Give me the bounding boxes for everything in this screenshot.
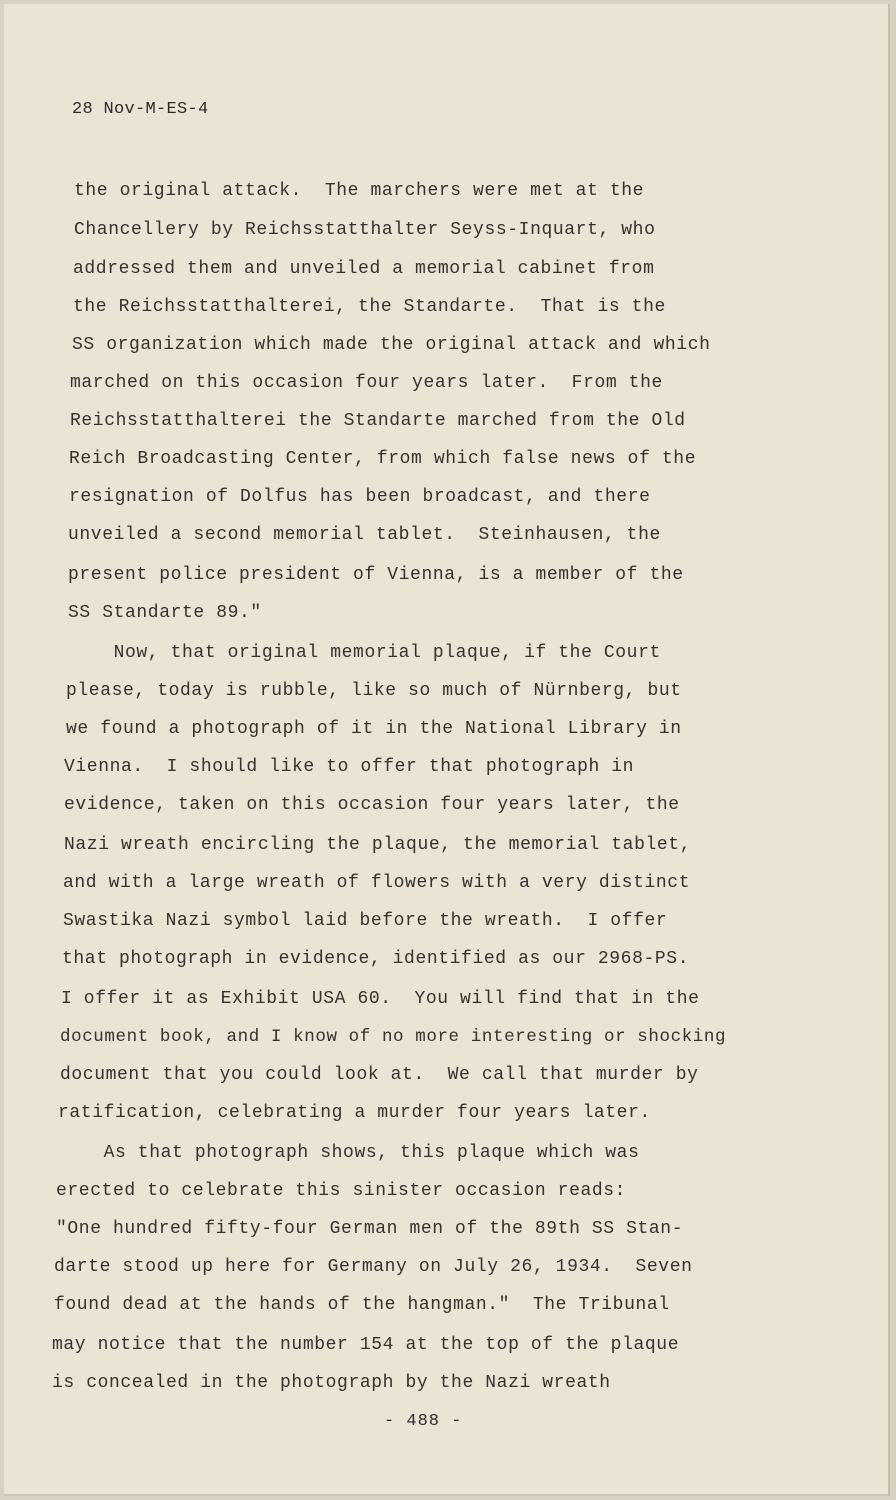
text-line: please, today is rubble, like so much of Nürnberg, but: [66, 681, 682, 701]
text-line: marched on this occasion four years later. From the: [70, 373, 663, 393]
text-line: SS Standarte 89.": [68, 603, 262, 623]
text-line: document that you could look at. We call that murder by: [60, 1065, 699, 1085]
text-line: document book, and I know of no more interesting or shocking: [60, 1027, 727, 1047]
text-line: Swastika Nazi symbol laid before the wreath. I offer: [63, 911, 668, 931]
document-header: 28 Nov-M-ES-4: [72, 100, 209, 119]
text-line: As that photograph shows, this plaque which was: [58, 1143, 640, 1163]
text-line: that photograph in evidence, identified as our 2968-PS.: [62, 949, 690, 969]
text-line: darte stood up here for Germany on July 26, 1934. Seven: [54, 1257, 693, 1277]
text-line: "One hundred fifty-four German men of the 89th SS Stan-: [56, 1219, 684, 1239]
text-line: the original attack. The marchers were met at the: [74, 181, 645, 201]
text-line: I offer it as Exhibit USA 60. You will find that in the: [61, 989, 700, 1009]
text-line: Reichsstatthalterei the Standarte marched from the Old: [70, 411, 686, 431]
text-line: Vienna. I should like to offer that photograph in: [64, 757, 635, 777]
text-line: SS organization which made the original attack and which: [72, 335, 711, 355]
text-line: Chancellery by Reichsstatthalter Seyss-Inquart, who: [74, 220, 656, 240]
text-line: is concealed in the photograph by the Nazi wreath: [52, 1373, 611, 1393]
text-line: found dead at the hands of the hangman." The Tribunal: [54, 1295, 670, 1315]
text-line: Now, that original memorial plaque, if the Court: [68, 643, 661, 663]
page-number: - 488 -: [384, 1412, 463, 1431]
text-line: erected to celebrate this sinister occasion reads:: [56, 1181, 627, 1201]
text-line: Reich Broadcasting Center, from which false news of the: [69, 449, 697, 469]
text-line: present police president of Vienna, is a member of the: [68, 565, 684, 585]
text-line: ratification, celebrating a murder four years later.: [58, 1103, 651, 1123]
text-line: evidence, taken on this occasion four years later, the: [64, 795, 680, 815]
text-line: the Reichsstatthalterei, the Standarte. That is the: [73, 297, 666, 317]
text-line: unveiled a second memorial tablet. Steinhausen, the: [68, 525, 661, 545]
text-line: we found a photograph of it in the National Library in: [66, 719, 682, 739]
text-line: resignation of Dolfus has been broadcast, and there: [69, 487, 651, 507]
text-line: and with a large wreath of flowers with a very distinct: [63, 873, 691, 893]
document-page: [4, 4, 890, 1496]
text-line: Nazi wreath encircling the plaque, the memorial tablet,: [64, 835, 692, 855]
text-line: addressed them and unveiled a memorial cabinet from: [73, 259, 655, 279]
text-line: may notice that the number 154 at the top of the plaque: [52, 1335, 680, 1355]
